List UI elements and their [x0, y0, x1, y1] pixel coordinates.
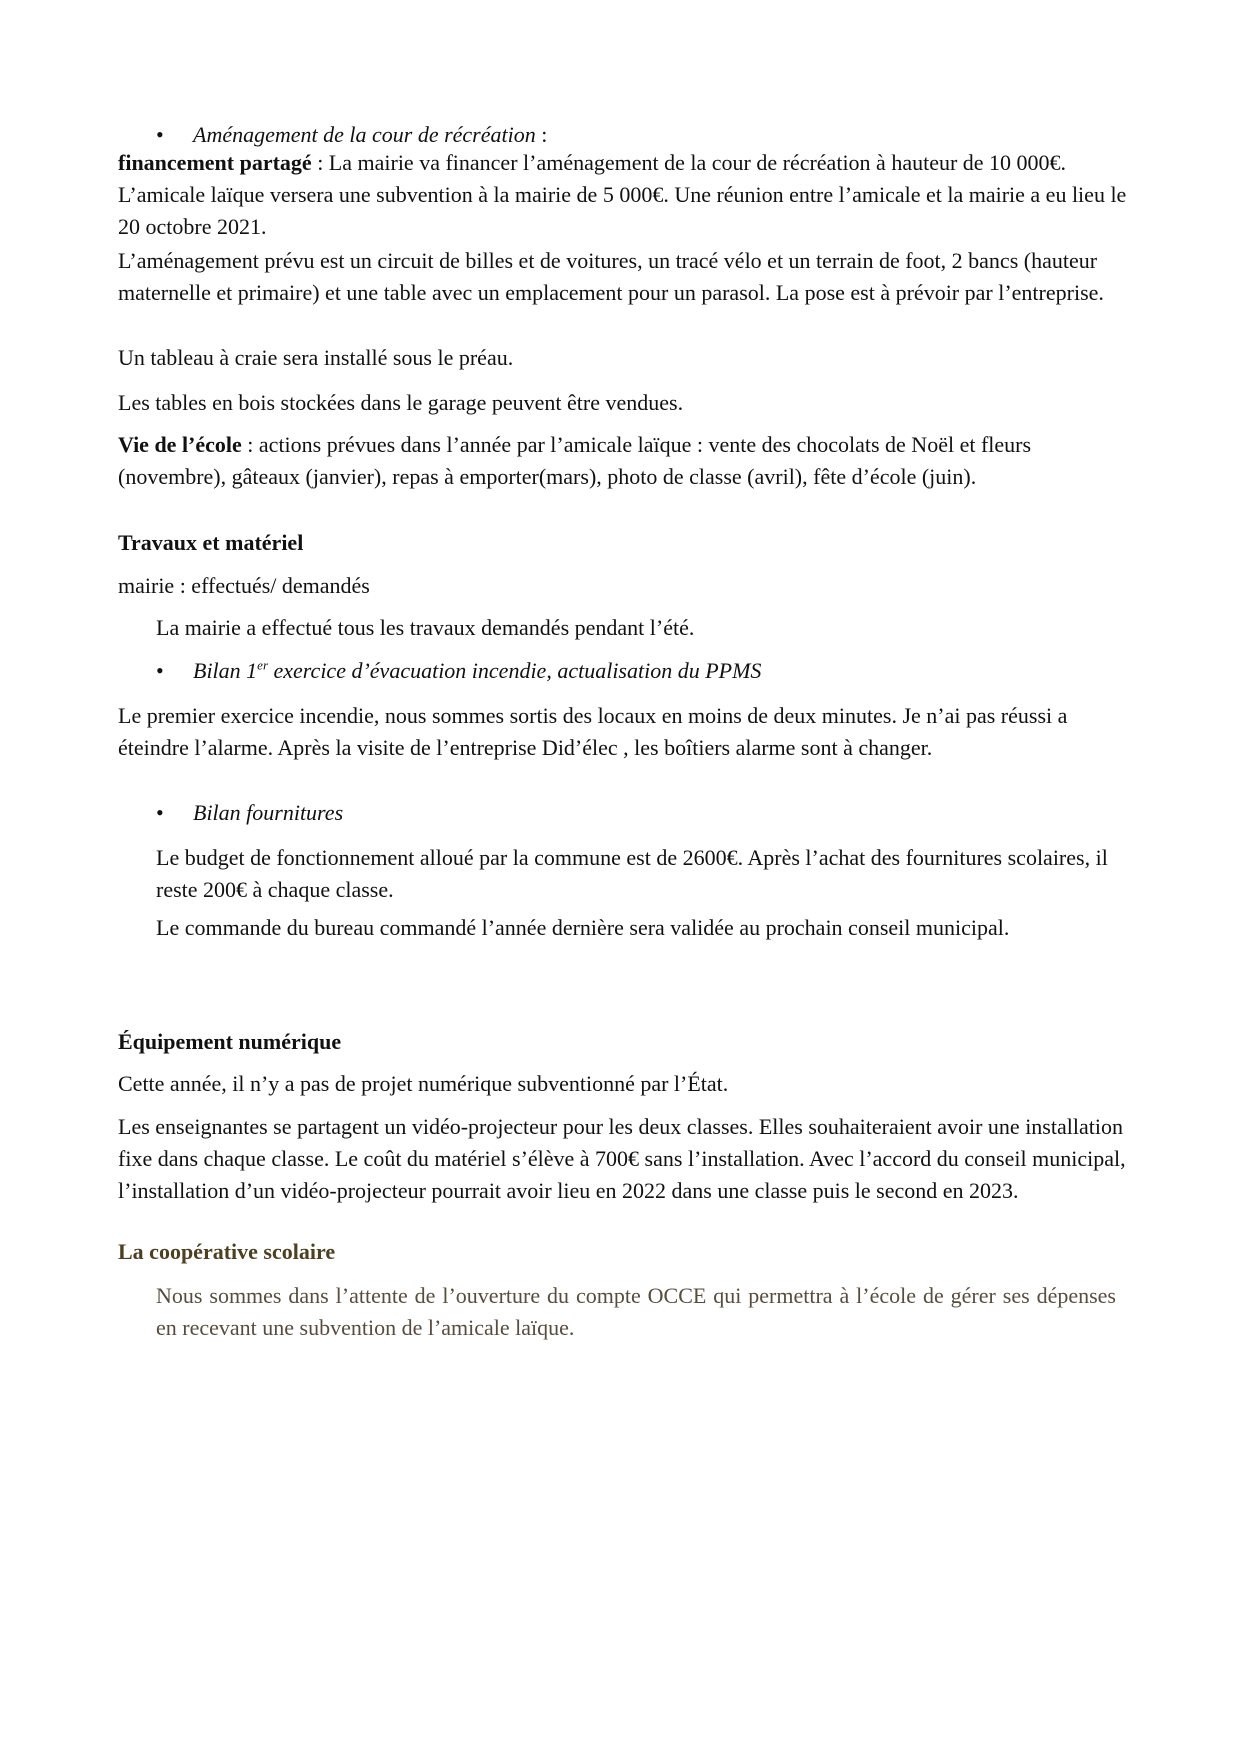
- amenagement-paragraph: L’aménagement prévu est un circuit de billes et de voitures, un tracé vélo et un terrain de foot, 2 bancs (hauteur maternelle et primaire) et une table avec un emplacement pour un parasol. La pose est à prévoir par l’entreprise.: [118, 248, 1104, 305]
- financement-text: : La mairie va financer l’aménagement de la cour de récréation à hauteur de 10 000€. L’amicale laïque versera une subvention à la mairie de 5 000€. Une réunion entre l’amicale et la mairie a eu lieu le 20 octobre 2021.: [118, 150, 1127, 239]
- bullet-marker: •: [156, 658, 164, 683]
- cooperative-paragraph: Nous sommes dans l’attente de l’ouverture du compte OCCE qui permettra à l’école de gérer ses dépenses en recevant une subvention de l’amicale laïque.: [156, 1283, 1116, 1340]
- video-paragraph: Les enseignantes se partagent un vidéo-projecteur pour les deux classes. Elles souhaiteraient avoir une installation fixe dans chaque classe. Le coût du matériel s’élève à 700€ sans l’installation. Avec l’accord du conseil municipal, l’installation d’un vidéo-projecteur pourrait avoir lieu en 2022 dans une classe puis le second en 2023.: [118, 1114, 1126, 1203]
- commande-paragraph: Le commande du bureau commandé l’année dernière sera validée au prochain conseil municipal.: [156, 915, 1010, 940]
- cooperative-heading: La coopérative scolaire: [118, 1239, 336, 1264]
- vie-ecole-label: Vie de l’école: [118, 432, 242, 457]
- vie-ecole-text: : actions prévues dans l’année par l’amicale laïque : vente des chocolats de Noël et fleurs (novembre), gâteaux (janvier), repas à emporter(mars), photo de classe (avril), fête d’école (juin).: [118, 432, 1032, 489]
- vie-ecole-paragraph: [118, 429, 1128, 493]
- mairie-text: La mairie a effectué tous les travaux demandés pendant l’été.: [156, 615, 695, 640]
- financement-label: financement partagé: [118, 150, 312, 175]
- travaux-heading: Travaux et matériel: [118, 530, 304, 555]
- financement-paragraph: [118, 147, 1128, 243]
- tableau-paragraph: Un tableau à craie sera installé sous le préau.: [118, 345, 514, 370]
- etat-paragraph: Cette année, il n’y a pas de projet numérique subventionné par l’État.: [118, 1071, 729, 1096]
- mairie-line: mairie : effectués/ demandés: [118, 573, 370, 598]
- bilan-fournitures-title: Bilan fournitures: [193, 800, 344, 825]
- bullet-marker: •: [156, 122, 164, 147]
- incendie-paragraph: Le premier exercice incendie, nous sommes sortis des locaux en moins de deux minutes. Je n’ai pas réussi a éteindre l’alarme. Après la visite de l’entreprise Did’élec , les boîtiers alarme sont à changer.: [118, 703, 1068, 760]
- numerique-heading: Équipement numérique: [118, 1029, 342, 1054]
- tables-paragraph: Les tables en bois stockées dans le garage peuvent être vendues.: [118, 390, 684, 415]
- bilan-incendie-title: Bilan 1er exercice d’évacuation incendie, actualisation du PPMS: [193, 657, 762, 683]
- section-cour-title: Aménagement de la cour de récréation :: [193, 122, 548, 147]
- budget-paragraph: Le budget de fonctionnement alloué par la commune est de 2600€. Après l’achat des fournitures scolaires, il reste 200€ à chaque classe.: [156, 845, 1108, 902]
- bullet-marker: •: [156, 800, 164, 825]
